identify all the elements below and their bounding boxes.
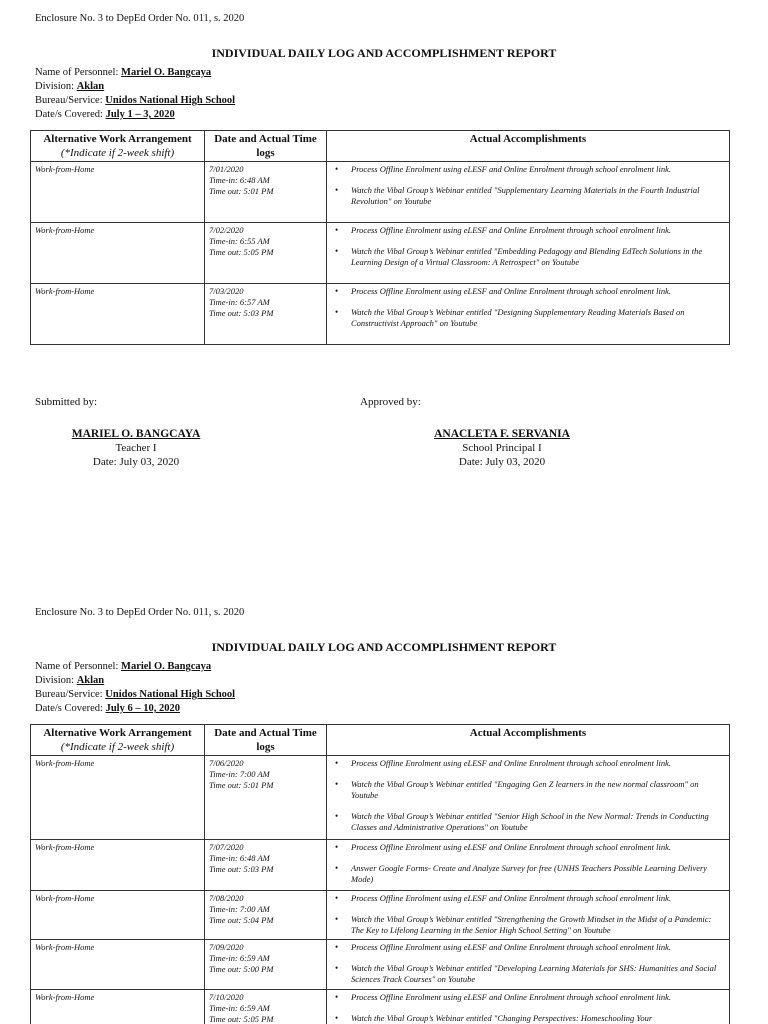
report-title: INDIVIDUAL DAILY LOG AND ACCOMPLISHMENT REPORT	[211, 640, 557, 654]
accomplishments-cell	[327, 940, 730, 990]
arrangement-cell: Work-from-Home	[31, 162, 205, 223]
personnel-info	[35, 660, 235, 716]
accomplishments-cell	[327, 162, 730, 223]
accomplishments-cell	[327, 990, 730, 1024]
time-out: Time out: 5:01 PM	[209, 780, 274, 790]
personnel-name: Mariel O. Bangcaya	[121, 661, 212, 672]
division-value: Aklan	[76, 675, 105, 686]
submitted-by-label: Submitted by:	[35, 396, 98, 408]
time-in: Time-in: 6:57 AM	[209, 297, 270, 307]
date-time-cell	[205, 162, 327, 223]
log-date: 7/02/2020	[209, 225, 244, 235]
log-date: 7/03/2020	[209, 286, 244, 296]
time-out: Time out: 5:01 PM	[209, 186, 274, 196]
accomplishments-cell	[327, 891, 730, 940]
log-date: 7/07/2020	[209, 842, 244, 852]
date-time-cell	[205, 756, 327, 840]
accomplishment-item: • Process Offline Enrolment using eLESF and Online Enrolment through school enrolment link.	[331, 992, 725, 1003]
header-arrangement	[31, 131, 205, 162]
date-time-cell	[205, 990, 327, 1024]
approver-position: School Principal I	[462, 442, 542, 454]
time-in: Time-in: 6:48 AM	[209, 853, 270, 863]
accomplishment-item: • Process Offline Enrolment using eLESF and Online Enrolment through school enrolment link.	[331, 758, 725, 769]
submitter-name: MARIEL O. BANGCAYA	[71, 428, 201, 440]
accomplishment-item: • Process Offline Enrolment using eLESF and Online Enrolment through school enrolment link.	[331, 893, 725, 904]
header-arrangement-label: Alternative Work Arrangement	[43, 133, 192, 145]
time-out: Time out: 5:03 PM	[209, 308, 274, 318]
time-in: Time-in: 6:59 AM	[209, 1003, 270, 1013]
accomplishment-item: • Process Offline Enrolment using eLESF and Online Enrolment through school enrolment link.	[331, 842, 725, 853]
dates-covered-label: Date/s Covered:	[35, 703, 103, 714]
time-out: Time out: 5:00 PM	[209, 964, 274, 974]
daily-log-table	[30, 724, 730, 1024]
approver-date: Date: July 03, 2020	[458, 456, 546, 468]
accomplishment-item: • Watch the Vibal Group’s Webinar entitled "Senior High School in the New Normal: Trends in Conducting Classes and Administrative Operations" on Youtube	[331, 811, 725, 833]
bureau-value: Unidos National High School	[105, 95, 236, 106]
table-header-row	[31, 725, 730, 756]
bureau-value: Unidos National High School	[105, 689, 236, 700]
log-date: 7/08/2020	[209, 893, 244, 903]
log-date: 7/10/2020	[209, 992, 244, 1002]
header-date-time: Date and Actual Time logs	[205, 131, 327, 162]
arrangement-cell: Work-from-Home	[31, 223, 205, 284]
accomplishments-cell	[327, 284, 730, 345]
header-accomplishments: Actual Accomplishments	[327, 725, 730, 756]
accomplishment-item: • Process Offline Enrolment using eLESF and Online Enrolment through school enrolment link.	[331, 942, 725, 953]
accomplishment-item: • Process Offline Enrolment using eLESF and Online Enrolment through school enrolment link.	[331, 286, 725, 297]
approved-by-label: Approved by:	[360, 396, 421, 408]
table-header-row	[31, 131, 730, 162]
header-arrangement-label: Alternative Work Arrangement	[43, 727, 192, 739]
report-title: INDIVIDUAL DAILY LOG AND ACCOMPLISHMENT REPORT	[211, 46, 557, 60]
table-row	[31, 940, 730, 990]
arrangement-cell: Work-from-Home	[31, 990, 205, 1024]
time-in: Time-in: 6:55 AM	[209, 236, 270, 246]
date-time-cell	[205, 284, 327, 345]
arrangement-cell: Work-from-Home	[31, 940, 205, 990]
division-value: Aklan	[76, 81, 105, 92]
header-date-time: Date and Actual Time logs	[205, 725, 327, 756]
enclosure-note: Enclosure No. 3 to DepEd Order No. 011, s. 2020	[35, 13, 245, 24]
personnel-info	[35, 66, 235, 122]
arrangement-cell: Work-from-Home	[31, 891, 205, 940]
personnel-label: Name of Personnel:	[35, 67, 119, 78]
enclosure-note: Enclosure No. 3 to DepEd Order No. 011, s. 2020	[35, 607, 245, 618]
personnel-name: Mariel O. Bangcaya	[121, 67, 212, 78]
approver-signature-block	[402, 427, 602, 469]
table-row	[31, 990, 730, 1024]
table-row	[31, 284, 730, 345]
table-row	[31, 840, 730, 891]
date-time-cell	[205, 223, 327, 284]
date-time-cell	[205, 940, 327, 990]
table-row	[31, 223, 730, 284]
submitter-position: Teacher I	[115, 442, 157, 454]
accomplishment-item: • Watch the Vibal Group’s Webinar entitled "Designing Supplementary Reading Materials Based on Constructivist Approach" on Youtube	[331, 307, 725, 329]
division-label: Division:	[35, 81, 75, 92]
accomplishment-item: • Watch the Vibal Group’s Webinar entitled "Supplementary Learning Materials in the Fourth Industrial Revolution" on Youtube	[331, 185, 725, 207]
accomplishment-item: • Process Offline Enrolment using eLESF and Online Enrolment through school enrolment link.	[331, 164, 725, 175]
time-in: Time-in: 7:00 AM	[209, 904, 270, 914]
accomplishment-item: • Watch the Vibal Group’s Webinar entitled "Strengthening the Growth Mindset in the Midst of a Pandemic: The Key to Lifelong Learning in the Senior High School Setting" on Youtube	[331, 914, 725, 936]
time-in: Time-in: 7:00 AM	[209, 769, 270, 779]
approver-name: ANACLETA F. SERVANIA	[434, 428, 570, 440]
log-date: 7/09/2020	[209, 942, 244, 952]
table-row	[31, 162, 730, 223]
dates-covered-value: July 6 – 10, 2020	[105, 703, 180, 714]
date-time-cell	[205, 840, 327, 891]
accomplishments-cell	[327, 840, 730, 891]
submitter-signature-block	[36, 427, 236, 469]
header-arrangement-note: (*Indicate if 2-week shift)	[60, 147, 175, 159]
division-label: Division:	[35, 675, 75, 686]
log-date: 7/01/2020	[209, 164, 244, 174]
daily-log-table	[30, 130, 730, 345]
header-arrangement	[31, 725, 205, 756]
arrangement-cell: Work-from-Home	[31, 284, 205, 345]
time-in: Time-in: 6:59 AM	[209, 953, 270, 963]
accomplishment-item: • Answer Google Forms- Create and Analyze Survey for free (UNHS Teachers Possible Learning Delivery Mode)	[331, 863, 725, 885]
time-out: Time out: 5:04 PM	[209, 915, 274, 925]
header-accomplishments: Actual Accomplishments	[327, 131, 730, 162]
bureau-label: Bureau/Service:	[35, 689, 103, 700]
header-arrangement-note: (*Indicate if 2-week shift)	[60, 741, 175, 753]
accomplishment-item: • Watch the Vibal Group’s Webinar entitled "Changing Perspectives: Homeschooling Your	[331, 1013, 725, 1024]
table-row	[31, 756, 730, 840]
dates-covered-value: July 1 – 3, 2020	[105, 109, 175, 120]
dates-covered-label: Date/s Covered:	[35, 109, 103, 120]
time-out: Time out: 5:05 PM	[209, 1014, 274, 1024]
time-in: Time-in: 6:48 AM	[209, 175, 270, 185]
log-date: 7/06/2020	[209, 758, 244, 768]
time-out: Time out: 5:05 PM	[209, 247, 274, 257]
time-out: Time out: 5:03 PM	[209, 864, 274, 874]
accomplishment-item: • Watch the Vibal Group’s Webinar entitled "Developing Learning Materials for SHS: Humanities and Social Sciences Track Courses" on Youtube	[331, 963, 725, 985]
table-row	[31, 891, 730, 940]
personnel-label: Name of Personnel:	[35, 661, 119, 672]
submitter-date: Date: July 03, 2020	[92, 456, 180, 468]
accomplishment-item: • Process Offline Enrolment using eLESF and Online Enrolment through school enrolment link.	[331, 225, 725, 236]
accomplishments-cell	[327, 223, 730, 284]
accomplishment-item: • Watch the Vibal Group’s Webinar entitled "Engaging Gen Z learners in the new normal classroom" on Youtube	[331, 779, 725, 801]
date-time-cell	[205, 891, 327, 940]
bureau-label: Bureau/Service:	[35, 95, 103, 106]
accomplishment-item: • Watch the Vibal Group’s Webinar entitled "Embedding Pedagogy and Blending EdTech Solutions in the Learning Design of a Virtual Classroom: A Retrospect" on Youtube	[331, 246, 725, 268]
accomplishments-cell	[327, 756, 730, 840]
arrangement-cell: Work-from-Home	[31, 840, 205, 891]
arrangement-cell: Work-from-Home	[31, 756, 205, 840]
